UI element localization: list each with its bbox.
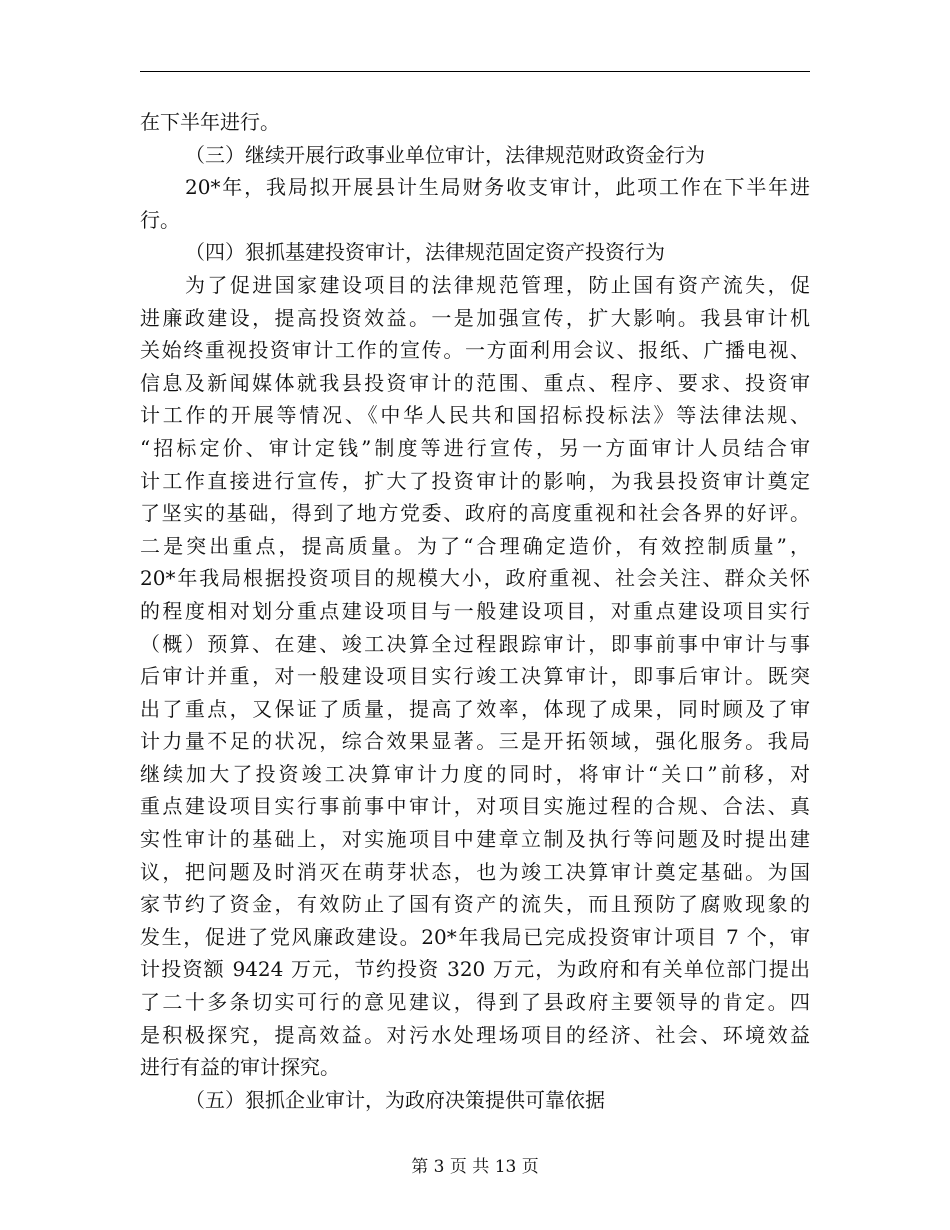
text-line: 发生，促进了党风廉政建设。20*年我局已完成投资审计项目 7 个，审 <box>140 924 810 949</box>
text-line: 继续加大了投资竣工决算审计力度的同时，将审计“关口”前移，对 <box>140 761 810 786</box>
text-line: 计工作直接进行宣传，扩大了投资审计的影响，为我县投资审计奠定 <box>140 468 810 493</box>
text-line: 在下半年进行。 <box>140 110 280 134</box>
text-line: 出了重点，又保证了质量，提高了效率，体现了成果，同时顾及了审 <box>140 696 810 721</box>
text-line: 后审计并重，对一般建设项目实行竣工决算审计，即事后审计。既突 <box>140 664 810 689</box>
text-line: 了二十多条切实可行的意见建议，得到了县政府主要领导的肯定。四 <box>140 990 810 1015</box>
text-line: 关始终重视投资审计工作的宣传。一方面利用会议、报纸、广播电视、 <box>140 338 810 363</box>
text-line: 计力量不足的状况，综合效果显著。三是开拓领域，强化服务。我局 <box>140 729 810 754</box>
text-line: 重点建设项目实行事前事中审计，对项目实施过程的合规、合法、真 <box>140 794 810 819</box>
text-line: 的程度相对划分重点建设项目与一般建设项目，对重点建设项目实行 <box>140 598 810 623</box>
section-heading-3: （三）继续开展行政事业单位审计，法律规范财政资金行为 <box>185 142 705 167</box>
text-line: 了坚实的基础，得到了地方党委、政府的高度重视和社会各界的好评。 <box>140 501 810 526</box>
text-line: 实性审计的基础上，对实施项目中建章立制及执行等问题及时提出建 <box>140 827 810 852</box>
text-line: 信息及新闻媒体就我县投资审计的范围、重点、程序、要求、投资审 <box>140 370 810 395</box>
text-line: （概）预算、在建、竣工决算全过程跟踪审计，即事前事中审计与事 <box>140 631 810 656</box>
header-rule <box>140 71 810 72</box>
text-line: 进行有益的审计探究。 <box>140 1055 340 1080</box>
text-line: 二是突出重点，提高质量。为了“合理确定造价，有效控制质量”， <box>140 533 810 558</box>
text-line: 是积极探究，提高效益。对污水处理场项目的经济、社会、环境效益 <box>140 1022 810 1047</box>
text-line: 20*年，我局拟开展县计生局财务收支审计，此项工作在下半年进 <box>185 175 810 200</box>
body-text <box>140 106 810 1116</box>
text-line: 计工作的开展等情况、《中华人民共和国招标投标法》等法律法规、 <box>140 403 810 428</box>
text-line: 计投资额 9424 万元，节约投资 320 万元，为政府和有关单位部门提出 <box>140 957 810 982</box>
text-line: “招标定价、审计定钱”制度等进行宣传，另一方面审计人员结合审 <box>140 435 810 460</box>
text-line: 行。 <box>140 207 180 232</box>
text-line: 议，把问题及时消灭在萌芽状态，也为竣工决算审计奠定基础。为国 <box>140 859 810 884</box>
section-heading-5: （五）狠抓企业审计，为政府决策提供可靠依据 <box>185 1087 605 1112</box>
text-line: 为了促进国家建设项目的法律规范管理，防止国有资产流失，促 <box>185 272 810 297</box>
section-heading-4: （四）狠抓基建投资审计，法律规范固定资产投资行为 <box>185 240 665 265</box>
text-line: 20*年我局根据投资项目的规模大小，政府重视、社会关注、群众关怀 <box>140 566 810 591</box>
text-line: 进廉政建设，提高投资效益。一是加强宣传，扩大影响。我县审计机 <box>140 305 810 330</box>
text-line: 家节约了资金，有效防止了国有资产的流失，而且预防了腐败现象的 <box>140 892 810 917</box>
page-number-footer: 第 3 页 共 13 页 <box>411 1157 539 1177</box>
